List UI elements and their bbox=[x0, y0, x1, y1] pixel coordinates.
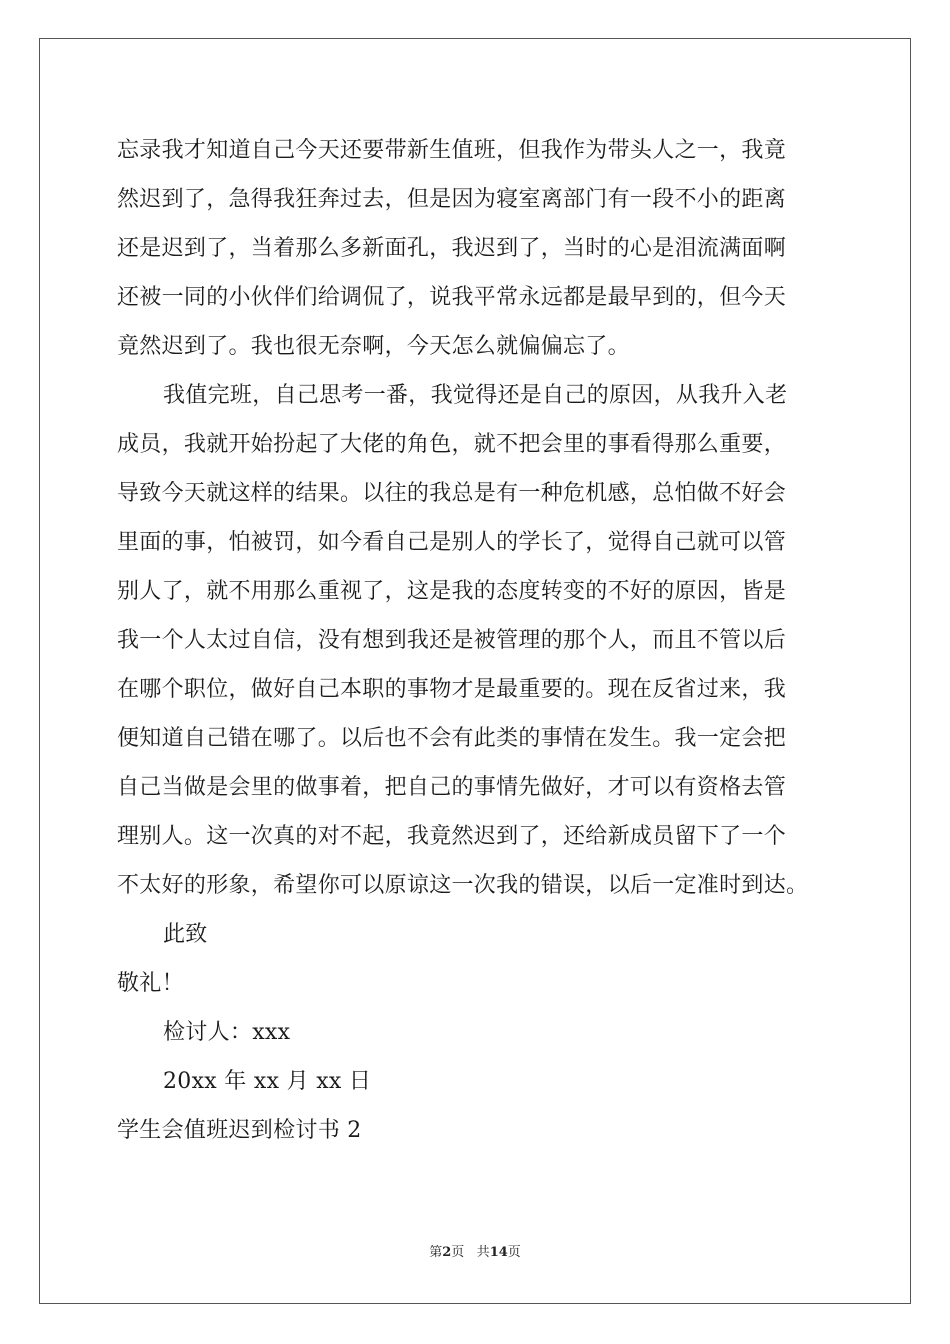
section-title: 学生会值班迟到检讨书 2 bbox=[117, 1118, 362, 1143]
text-line: 导致今天就这样的结果。以往的我总是有一种危机感，总怕做不好会 bbox=[117, 481, 787, 506]
page-prefix: 第 bbox=[429, 1245, 443, 1260]
total-suffix: 页 bbox=[507, 1245, 521, 1260]
date-line: 20xx 年 xx 月 xx 日 bbox=[163, 1069, 372, 1094]
page-suffix: 页 bbox=[451, 1245, 465, 1260]
paragraph-first-line: 我值完班，自己思考一番，我觉得还是自己的原因，从我升入老 bbox=[163, 383, 788, 408]
page-border bbox=[39, 38, 911, 1304]
page-number: 2 bbox=[442, 1245, 452, 1260]
text-line: 在哪个职位，做好自己本职的事物才是最重要的。现在反省过来，我 bbox=[117, 677, 787, 702]
text-line: 还是迟到了，当着那么多新面孔，我迟到了，当时的心是泪流满面啊 bbox=[117, 236, 787, 261]
text-line: 不太好的形象，希望你可以原谅这一次我的错误，以后一定准时到达。 bbox=[117, 873, 809, 898]
text-line: 便知道自己错在哪了。以后也不会有此类的事情在发生。我一定会把 bbox=[117, 726, 787, 751]
closing-regards: 敬礼！ bbox=[117, 971, 184, 996]
text-line: 忘录我才知道自己今天还要带新生值班，但我作为带头人之一，我竟 bbox=[117, 138, 787, 163]
text-line: 里面的事，怕被罚，如今看自己是别人的学长了，觉得自己就可以管 bbox=[117, 530, 787, 555]
text-line: 竟然迟到了。我也很无奈啊，今天怎么就偏偏忘了。 bbox=[117, 334, 630, 359]
text-line: 自己当做是会里的做事着，把自己的事情先做好，才可以有资格去管 bbox=[117, 775, 787, 800]
text-line: 别人了，就不用那么重视了，这是我的态度转变的不好的原因，皆是 bbox=[117, 579, 787, 604]
total-pages: 14 bbox=[489, 1245, 508, 1260]
page-footer bbox=[0, 1245, 950, 1261]
total-prefix: 共 bbox=[476, 1245, 490, 1260]
closing-salutation: 此致 bbox=[163, 922, 208, 947]
text-line: 然迟到了，急得我狂奔过去，但是因为寝室离部门有一段不小的距离 bbox=[117, 187, 787, 212]
text-line: 还被一同的小伙伴们给调侃了，说我平常永远都是最早到的，但今天 bbox=[117, 285, 787, 310]
text-line: 我一个人太过自信，没有想到我还是被管理的那个人，而且不管以后 bbox=[117, 628, 787, 653]
text-line: 理别人。这一次真的对不起，我竟然迟到了，还给新成员留下了一个 bbox=[117, 824, 787, 849]
text-line: 成员，我就开始扮起了大佬的角色，就不把会里的事看得那么重要， bbox=[117, 432, 787, 457]
signature-line: 检讨人：xxx bbox=[163, 1020, 291, 1045]
